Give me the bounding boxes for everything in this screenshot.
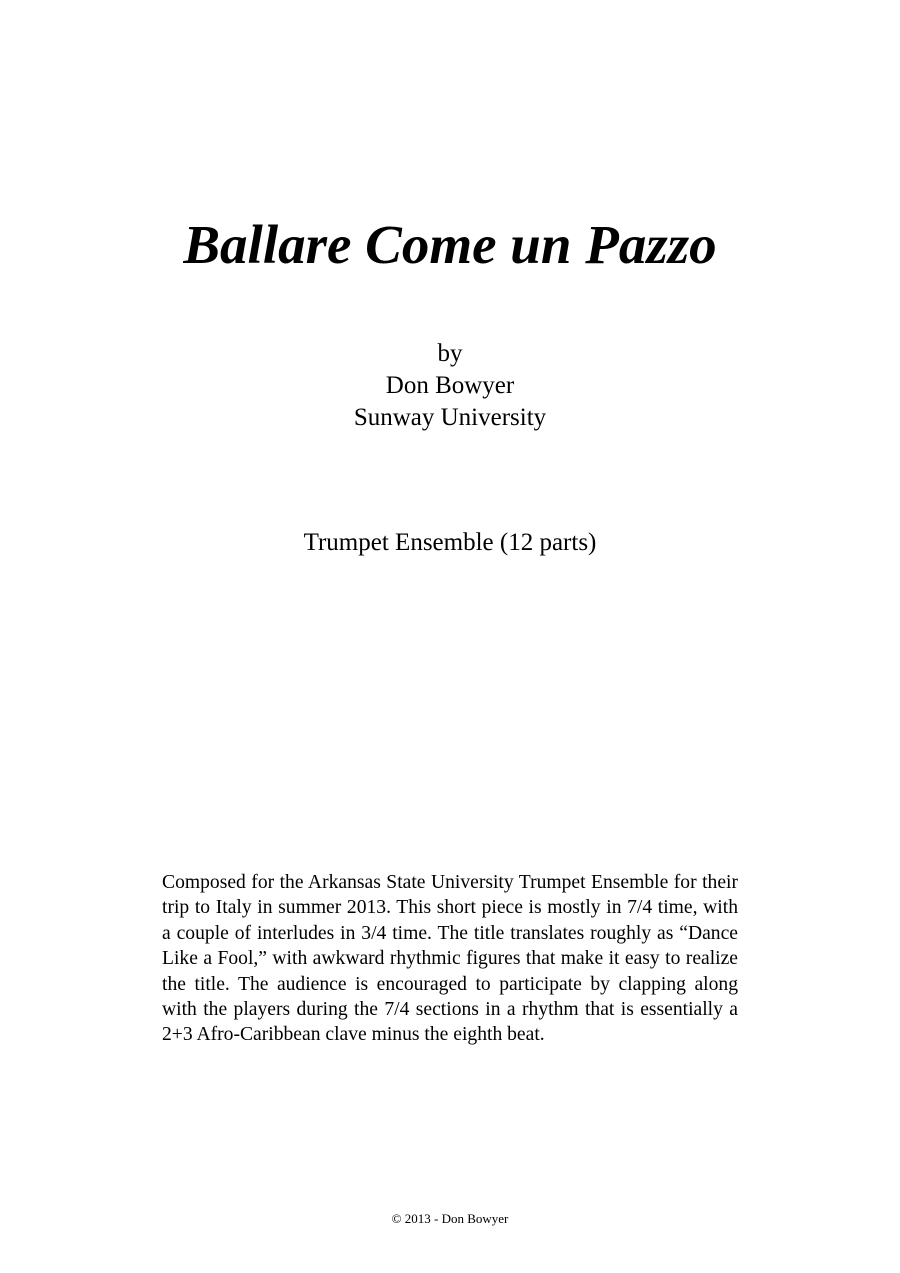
byline: [0, 338, 900, 434]
program-note: Composed for the Arkansas State University Trumpet Ensemble for their trip to Italy in summer 2013. This short piece is mostly in 7/4 time, with a couple of interludes in 3/4 time. The title translates roughly as “Dance Like a Fool,” with awkward rhythmic figures that make it easy to realize the title. The audience is encouraged to participate by clapping along with the players during the 7/4 sections in a rhythm that is essentially a 2+3 Afro-Caribbean clave minus the eighth beat.: [162, 872, 738, 1046]
instrumentation: Trumpet Ensemble (12 parts): [303, 529, 597, 556]
author-affiliation: Sunway University: [353, 404, 547, 431]
page-title: Ballare Come un Pazzo: [183, 214, 717, 275]
copyright-footer: © 2013 - Don Bowyer: [391, 1211, 509, 1226]
by-label: by: [437, 340, 463, 367]
author-name: Don Bowyer: [385, 372, 515, 399]
